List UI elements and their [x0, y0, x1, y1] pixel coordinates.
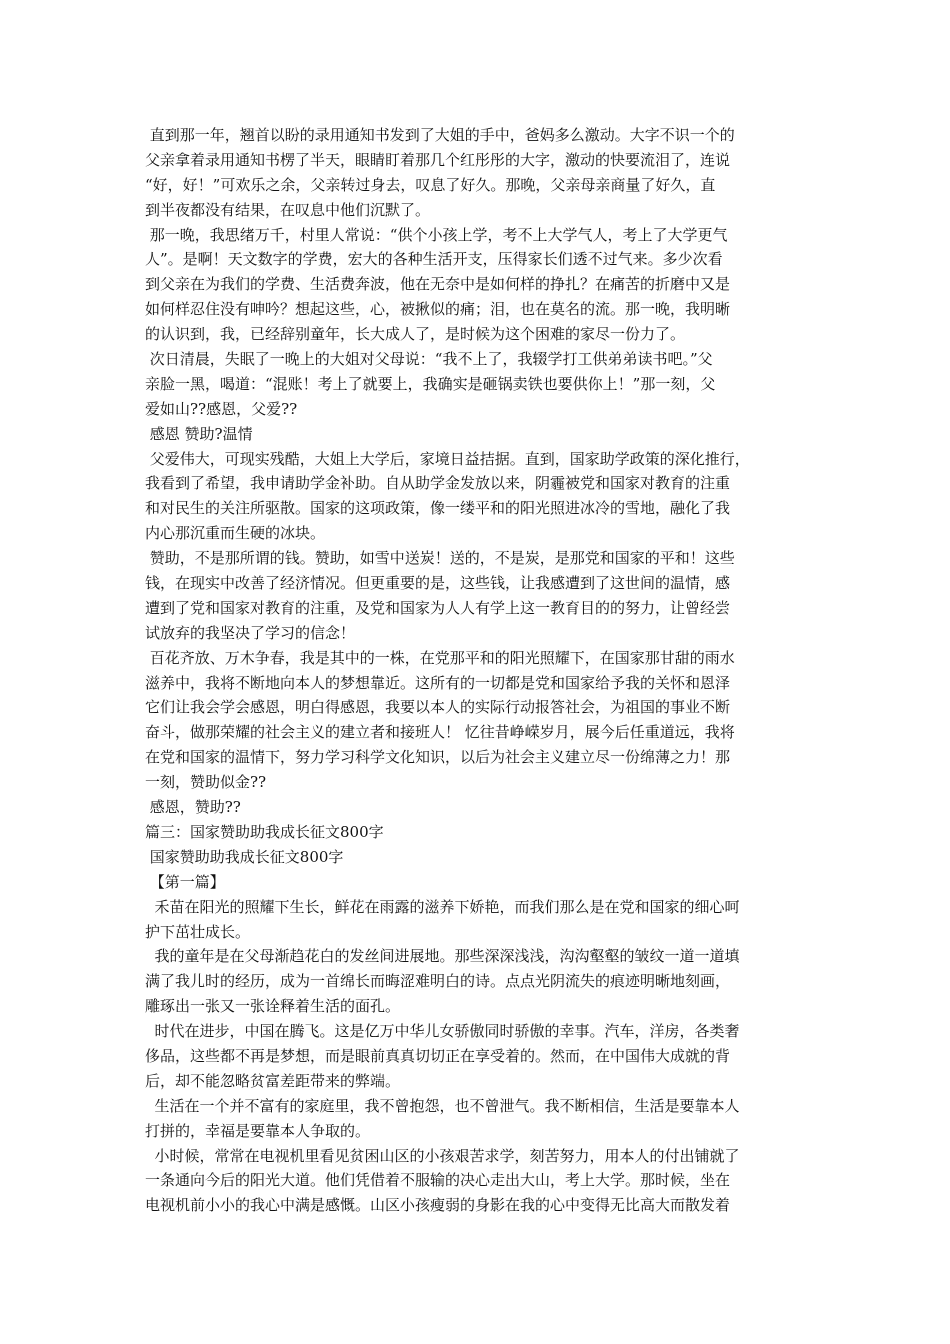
text-line: 生活在一个并不富有的家庭里，我不曾抱怨，也不曾泄气。我不断相信，生活是要靠本人 — [145, 1096, 740, 1115]
text-line: 钱，在现实中改善了经济情况。但更重要的是，这些钱，让我感遭到了这世间的温情，感 — [145, 574, 731, 593]
text-line: 感恩 赞助?温情 — [145, 424, 253, 443]
text-line: 感恩，赞助?? — [145, 798, 241, 817]
text-line: 次日清晨，失眠了一晚上的大姐对父母说：“我不上了，我辍学打工供弟弟读书吧。”父 — [145, 350, 713, 369]
text-line: 遭到了党和国家对教育的注重，及党和国家为人人有学上这一教育目的的努力，让曾经尝 — [145, 598, 731, 617]
text-line: 它们让我会学会感恩，明白得感恩，我要以本人的实际行动报答社会，为祖国的事业不断 — [145, 698, 731, 717]
text-line: 电视机前小小的我心中满是感慨。山区小孩瘦弱的身影在我的心中变得无比高大而散发着 — [145, 1196, 731, 1215]
text-line: 时代在进步，中国在腾飞。这是亿万中华儿女骄傲同时骄傲的幸事。汽车，洋房，各类奢 — [145, 1022, 740, 1041]
text-line: 直到那一年，翘首以盼的录用通知书发到了大姐的手中，爸妈多么激动。大字不识一个的 — [145, 126, 735, 144]
text-line: 国家赞助助我成长征文800字 — [145, 847, 344, 866]
text-line: 护下茁壮成长。 — [145, 922, 251, 941]
text-line: 我的童年是在父母渐趋花白的发丝间进展地。那些深深浅浅，沟沟壑壑的皱纹一道一道填 — [145, 947, 740, 966]
text-line: 那一晚，我思绪万千，村里人常说：“供个小孩上学，考不上大学气人，考上了大学更气 — [145, 225, 728, 244]
text-line: 雕琢出一张又一张诠释着生活的面孔。 — [145, 997, 401, 1016]
text-line: 试放弃的我坚决了学习的信念！ — [145, 623, 356, 642]
document-page — [145, 123, 819, 1218]
text-line: 小时候，常常在电视机里看见贫困山区的小孩艰苦求学，刻苦努力，用本人的付出铺就了 — [145, 1146, 740, 1165]
text-line: 的认识到，我，已经辞别童年，长大成人了，是时候为这个困难的家尽一份力了。 — [145, 325, 686, 344]
text-line: 亲脸一黑，喝道：“混账！考上了就要上，我确实是砸锅卖铁也要供你上！”那一刻，父 — [145, 374, 716, 393]
text-line: 滋养中，我将不断地向本人的梦想靠近。这所有的一切都是党和国家给予我的关怀和恩泽 — [145, 673, 731, 692]
text-line: 篇三：国家赞助助我成长征文800字 — [145, 822, 384, 841]
text-line: 禾苗在阳光的照耀下生长，鲜花在雨露的滋养下娇艳，而我们那么是在党和国家的细心呵 — [145, 897, 740, 916]
text-line: 我看到了希望，我申请助学金补助。自从助学金发放以来，阴霾被党和国家对教育的注重 — [145, 474, 731, 493]
text-line: 【第一篇】 — [145, 872, 225, 891]
text-line: 后，却不能忽略贫富差距带来的弊端。 — [145, 1071, 401, 1090]
text-line: 父爱伟大，可现实残酷，大姐上大学后，家境日益拮据。直到，国家助学政策的深化推行， — [145, 449, 750, 468]
text-line: 到父亲在为我们的学费、生活费奔波，他在无奈中是如何样的挣扎？在痛苦的折磨中又是 — [145, 275, 731, 294]
text-line: 如何样忍住没有呻吟？想起这些，心，被揪似的痛；泪，也在莫名的流。那一晚，我明晰 — [145, 300, 731, 319]
text-line: 侈品，这些都不再是梦想，而是眼前真真切切正在享受着的。然而，在中国伟大成就的背 — [145, 1046, 731, 1065]
text-line: 在党和国家的温情下，努力学习科学文化知识，以后为社会主义建立尽一份绵薄之力！那 — [145, 748, 731, 767]
text-line: 赞助，不是那所谓的钱。赞助，如雪中送炭！送的，不是炭，是那党和国家的平和！这些 — [145, 549, 735, 568]
text-line: 父亲拿着录用通知书楞了半天，眼睛盯着那几个红彤彤的大字，激动的快要流泪了，连说 — [145, 150, 731, 169]
text-line: “好，好！”可欢乐之余，父亲转过身去，叹息了好久。那晚，父亲母亲商量了好久，直 — [145, 175, 716, 194]
text-line: 到半夜都没有结果，在叹息中他们沉默了。 — [145, 200, 431, 219]
text-line: 奋斗，做那荣耀的社会主义的建立者和接班人！ 忆往昔峥嵘岁月，展今后任重道远，我将 — [145, 723, 735, 742]
text-line: 内心那沉重而生硬的冰块。 — [145, 524, 326, 543]
text-line: 爱如山??感恩，父爱?? — [145, 399, 298, 418]
text-line: 百花齐放、万木争春，我是其中的一株，在党那平和的阳光照耀下，在国家那甘甜的雨水 — [145, 648, 735, 667]
text-line: 一条通向今后的阳光大道。他们凭借着不服输的决心走出大山，考上大学。那时候，坐在 — [145, 1171, 731, 1190]
text-line: 和对民生的关注所驱散。国家的这项政策，像一缕平和的阳光照进冰冷的雪地，融化了我 — [145, 499, 731, 518]
text-line: 一刻，赞助似金?? — [145, 773, 267, 792]
text-line: 打拼的，幸福是要靠本人争取的。 — [145, 1121, 371, 1140]
text-line: 满了我儿时的经历，成为一首绵长而晦涩难明白的诗。点点光阴流失的痕迹明晰地刻画， — [145, 972, 731, 991]
text-line: 人”。是啊！天文数字的学费，宏大的各种生活开支，压得家长们透不过气来。多少次看 — [145, 250, 723, 269]
